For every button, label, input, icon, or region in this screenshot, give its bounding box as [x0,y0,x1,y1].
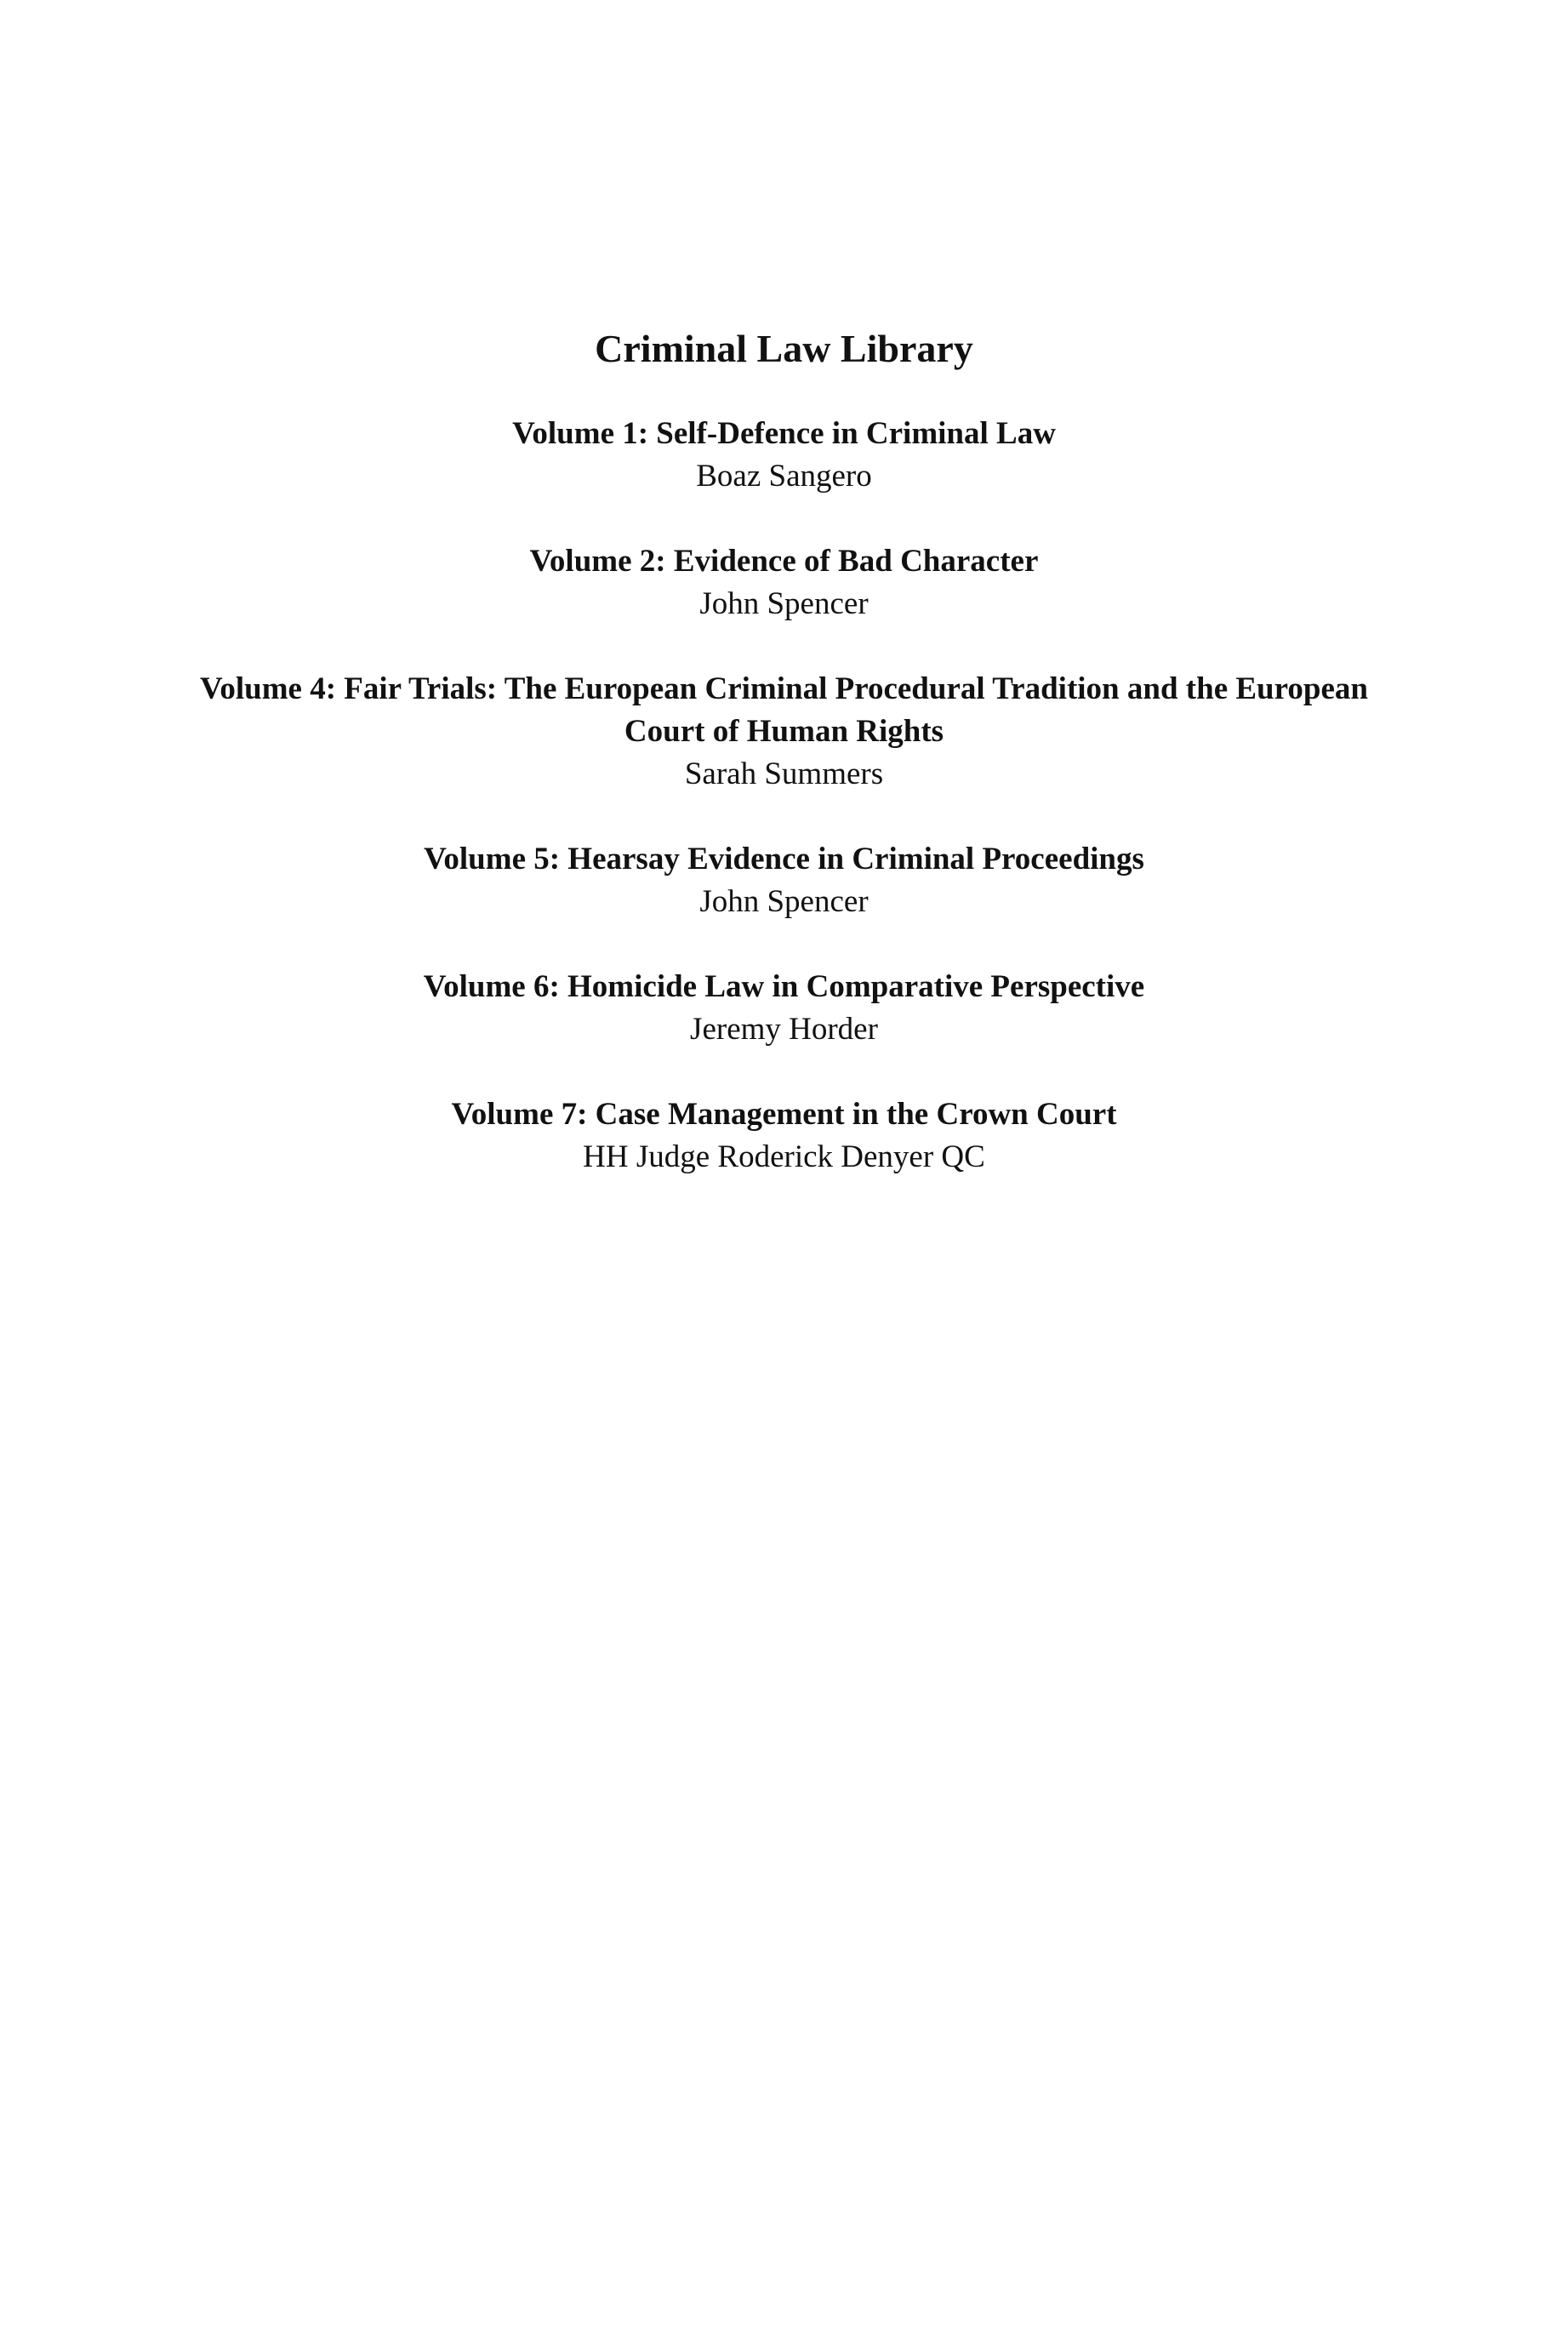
volume-title: Volume 1: Self-Defence in Criminal Law [512,416,1056,451]
volume-entry [0,413,1568,498]
volume-author: Sarah Summers [684,756,884,791]
volume-title: Volume 2: Evidence of Bad Character [529,544,1039,579]
series-title: Criminal Law Library [595,327,973,370]
volume-list [0,413,1568,1221]
volume-entry [0,966,1568,1051]
volume-title: Volume 5: Hearsay Evidence in Criminal Proceedings [424,842,1144,876]
volume-author: Boaz Sangero [696,459,872,494]
volume-entry [0,668,1568,796]
volume-entry [0,540,1568,625]
volume-author: John Spencer [699,884,869,919]
volume-title: Volume 7: Case Management in the Crown Court [451,1097,1117,1132]
volume-author: John Spencer [699,586,869,621]
volume-title: Volume 6: Homicide Law in Comparative Perspective [423,969,1145,1004]
volume-entry [0,838,1568,923]
volume-author: Jeremy Horder [690,1012,878,1047]
volume-title: Volume 4: Fair Trials: The European Criminal Procedural Tradition and the European Court of Human Rights [200,671,1368,749]
volume-author: HH Judge Roderick Denyer QC [583,1139,985,1174]
volume-entry [0,1093,1568,1179]
